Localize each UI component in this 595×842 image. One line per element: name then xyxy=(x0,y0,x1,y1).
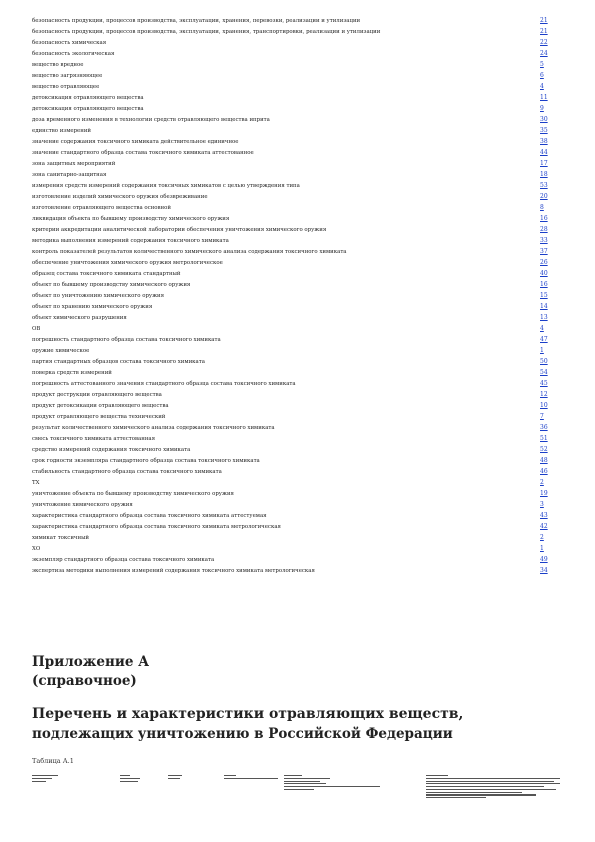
index-term: средство измерений содержания токсичного химиката xyxy=(32,447,191,453)
index-term: характеристика стандартного образца состава токсичного химиката аттестуемая xyxy=(32,513,267,519)
index-term: продукт отравляющего вещества технический xyxy=(32,414,166,420)
index-row xyxy=(32,291,562,302)
index-page-link[interactable]: 40 xyxy=(540,270,548,277)
index-term: измерения средств измерений содержания токсичных химикатов с целью утверждения типа xyxy=(32,183,300,189)
index-row xyxy=(32,500,562,511)
index-term: результат количественного химического анализа содержания токсичного химиката xyxy=(32,425,275,431)
index-term: экспертиза методики выполнения измерений содержания токсичного химиката метрологическая xyxy=(32,568,315,574)
index-row xyxy=(32,203,562,214)
index-page-link[interactable]: 10 xyxy=(540,402,548,409)
index-row xyxy=(32,390,562,401)
index-page-link[interactable]: 16 xyxy=(540,281,548,288)
index-page-link[interactable]: 1 xyxy=(540,347,544,354)
index-term: зона санитарно-защитная xyxy=(32,172,107,178)
index-row xyxy=(32,192,562,203)
index-row xyxy=(32,302,562,313)
appendix-title-line-2: подлежащих уничтожению в Российской Федерации xyxy=(32,725,453,742)
table-column-header xyxy=(168,775,182,781)
index-term: значение содержания токсичного химиката действительное единичное xyxy=(32,139,239,145)
index-row xyxy=(32,225,562,236)
index-term: объект по бывшему производству химического оружия xyxy=(32,282,191,288)
index-page-link[interactable]: 8 xyxy=(540,204,544,211)
index-page-link[interactable]: 24 xyxy=(540,50,548,57)
index-row xyxy=(32,511,562,522)
index-row xyxy=(32,170,562,181)
index-page-link[interactable]: 9 xyxy=(540,105,544,112)
index-row xyxy=(32,357,562,368)
index-row xyxy=(32,566,562,577)
index-row xyxy=(32,467,562,478)
index-page-link[interactable]: 45 xyxy=(540,380,548,387)
index-term: срок годности экземпляра стандартного образца состава токсичного химиката xyxy=(32,458,260,464)
index-term: образец состава токсичного химиката стандартный xyxy=(32,271,181,277)
index-term: характеристика стандартного образца состава токсичного химиката метрологическая xyxy=(32,524,281,530)
index-term: продукт детоксикации отравляющего вещества xyxy=(32,403,169,409)
index-term: ОВ xyxy=(32,326,41,332)
index-term: изготовление изделий химического оружия обезвреживание xyxy=(32,194,208,200)
index-page-link[interactable]: 46 xyxy=(540,468,548,475)
index-row xyxy=(32,434,562,445)
index-page-link[interactable]: 18 xyxy=(540,171,548,178)
alphabetical-index xyxy=(32,16,562,577)
index-page-link[interactable]: 35 xyxy=(540,127,548,134)
index-page-link[interactable]: 11 xyxy=(540,94,548,101)
index-term: объект химического разрушения xyxy=(32,315,127,321)
index-term: экземпляр стандартного образца состава токсичного химиката xyxy=(32,557,215,563)
index-row xyxy=(32,423,562,434)
index-row xyxy=(32,412,562,423)
index-page-link[interactable]: 20 xyxy=(540,193,548,200)
index-row xyxy=(32,49,562,60)
index-term: поверка средств измерений xyxy=(32,370,112,376)
index-term: ликвидация объекта по бывшему производству химического оружия xyxy=(32,216,230,222)
table-column-header xyxy=(120,775,140,783)
index-term: вещество вредное xyxy=(32,62,84,68)
index-row xyxy=(32,401,562,412)
index-term: объект по хранению химического оружия xyxy=(32,304,153,310)
index-term: ТХ xyxy=(32,480,40,486)
index-term: детоксикация отравляющего вещества xyxy=(32,106,144,112)
index-page-link[interactable]: 15 xyxy=(540,292,548,299)
index-term: критерии аккредитации аналитической лаборатории обеспечения уничтожения химического оружия xyxy=(32,227,327,233)
index-page-link[interactable]: 3 xyxy=(540,501,544,508)
index-page-link[interactable]: 5 xyxy=(540,61,544,68)
index-page-link[interactable]: 12 xyxy=(540,391,548,398)
index-row xyxy=(32,16,562,27)
appendix-heading: Приложение А xyxy=(32,654,150,670)
appendix-title-line-1: Перечень и характеристики отравляющих веществ, xyxy=(32,706,464,722)
index-page-link[interactable]: 16 xyxy=(540,215,548,222)
index-row xyxy=(32,137,562,148)
index-page-link[interactable]: 51 xyxy=(540,435,548,442)
index-row xyxy=(32,27,562,38)
index-row xyxy=(32,489,562,500)
appendix-subheading: (справочное) xyxy=(32,673,137,689)
index-row xyxy=(32,82,562,93)
index-term: безопасность химическая xyxy=(32,40,107,46)
index-row xyxy=(32,71,562,82)
index-page-link[interactable]: 21 xyxy=(540,28,548,35)
index-page-link[interactable]: 30 xyxy=(540,116,548,123)
index-page-link[interactable]: 50 xyxy=(540,358,548,365)
index-page-link[interactable]: 36 xyxy=(540,424,548,431)
index-page-link[interactable]: 14 xyxy=(540,303,548,310)
index-row xyxy=(32,324,562,335)
index-term: детоксикация отравляющего вещества xyxy=(32,95,144,101)
index-term: доза временного изменения в технологии средств отравляющего вещества иприта xyxy=(32,117,270,123)
index-page-link[interactable]: 2 xyxy=(540,534,544,541)
index-term: зона защитных мероприятий xyxy=(32,161,116,167)
index-page-link[interactable]: 33 xyxy=(540,237,548,244)
index-row xyxy=(32,159,562,170)
index-page-link[interactable]: 1 xyxy=(540,545,544,552)
index-row xyxy=(32,346,562,357)
index-term: ХО xyxy=(32,546,41,552)
index-term: химикат токсичный xyxy=(32,535,89,541)
index-page-link[interactable]: 37 xyxy=(540,248,548,255)
index-term: продукт деструкции отравляющего вещества xyxy=(32,392,162,398)
index-row xyxy=(32,38,562,49)
index-page-link[interactable]: 21 xyxy=(540,17,548,24)
index-term: безопасность экологическая xyxy=(32,51,115,57)
index-row xyxy=(32,280,562,291)
index-page-link[interactable]: 43 xyxy=(540,512,548,519)
index-page-link[interactable]: 13 xyxy=(540,314,548,321)
index-row xyxy=(32,555,562,566)
index-term: погрешность аттестованного значения стандартного образца состава токсичного химиката xyxy=(32,381,296,387)
index-term: оружие химическое xyxy=(32,348,90,354)
index-row xyxy=(32,126,562,137)
index-page-link[interactable]: 44 xyxy=(540,149,548,156)
index-page-link[interactable]: 48 xyxy=(540,457,548,464)
index-page-link[interactable]: 49 xyxy=(540,556,548,563)
index-row xyxy=(32,269,562,280)
index-row xyxy=(32,313,562,324)
index-page-link[interactable]: 42 xyxy=(540,523,548,530)
index-row xyxy=(32,522,562,533)
index-page-link[interactable]: 38 xyxy=(540,138,548,145)
table-column-header xyxy=(32,775,58,783)
index-term: объект по уничтожению химического оружия xyxy=(32,293,165,299)
index-page-link[interactable]: 4 xyxy=(540,325,544,332)
index-row xyxy=(32,214,562,225)
index-page-link[interactable]: 17 xyxy=(540,160,548,167)
index-row xyxy=(32,258,562,269)
index-page-link[interactable]: 34 xyxy=(540,567,548,574)
index-row xyxy=(32,115,562,126)
index-page-link[interactable]: 53 xyxy=(540,182,548,189)
index-term: партия стандартных образцов состава токсичного химиката xyxy=(32,359,205,365)
index-page-link[interactable]: 28 xyxy=(540,226,548,233)
index-row xyxy=(32,544,562,555)
index-page-link[interactable]: 54 xyxy=(540,369,548,376)
table-column-header xyxy=(284,775,380,792)
index-row xyxy=(32,181,562,192)
index-term: контроль показателей результатов количественного химического анализа содержания токсичного химиката xyxy=(32,249,347,255)
index-row xyxy=(32,93,562,104)
index-term: безопасность продукции, процессов производства, эксплуатации, хранения, транспортировки, реализации и утилизации xyxy=(32,29,381,35)
index-row xyxy=(32,379,562,390)
index-term: безопасность продукции, процессов производства, эксплуатации, хранения, перевозки, реализации и утилизации xyxy=(32,18,361,24)
index-page-link[interactable]: 26 xyxy=(540,259,548,266)
index-row xyxy=(32,236,562,247)
index-page-link[interactable]: 6 xyxy=(540,72,544,79)
index-row xyxy=(32,368,562,379)
index-row xyxy=(32,478,562,489)
index-term: вещество загрязняющее xyxy=(32,73,103,79)
table-a1-header-strip xyxy=(32,775,562,819)
index-row xyxy=(32,148,562,159)
index-row xyxy=(32,247,562,258)
index-term: смесь токсичного химиката аттестованная xyxy=(32,436,156,442)
index-row xyxy=(32,104,562,115)
index-row xyxy=(32,335,562,346)
index-row xyxy=(32,456,562,467)
appendix-header xyxy=(32,653,562,744)
table-column-header xyxy=(224,775,278,781)
index-term: методика выполнения измерений содержания токсичного химиката xyxy=(32,238,229,244)
index-term: стабильность стандартного образца состава токсичного химиката xyxy=(32,469,222,475)
index-row xyxy=(32,533,562,544)
index-term: погрешность стандартного образца состава токсичного химиката xyxy=(32,337,221,343)
index-page-link[interactable]: 47 xyxy=(540,336,548,343)
index-term: уничтожение химического оружия xyxy=(32,502,133,508)
index-term: изготовление отравляющего вещества основной xyxy=(32,205,171,211)
table-column-header xyxy=(426,775,560,800)
index-term: вещество отравляющее xyxy=(32,84,100,90)
index-page-link[interactable]: 4 xyxy=(540,83,544,90)
index-term: значение стандартного образца состава токсичного химиката аттестованное xyxy=(32,150,254,156)
index-row xyxy=(32,60,562,71)
index-term: обеспечение уничтожения химического оружия метрологическое xyxy=(32,260,223,266)
index-page-link[interactable]: 22 xyxy=(540,39,548,46)
index-term: единство измерений xyxy=(32,128,92,134)
index-page-link[interactable]: 52 xyxy=(540,446,548,453)
index-page-link[interactable]: 7 xyxy=(540,413,544,420)
index-page-link[interactable]: 19 xyxy=(540,490,548,497)
index-term: уничтожение объекта по бывшему производству химического оружия xyxy=(32,491,234,497)
index-row xyxy=(32,445,562,456)
index-page-link[interactable]: 2 xyxy=(540,479,544,486)
table-caption: Таблица А.1 xyxy=(32,757,74,765)
